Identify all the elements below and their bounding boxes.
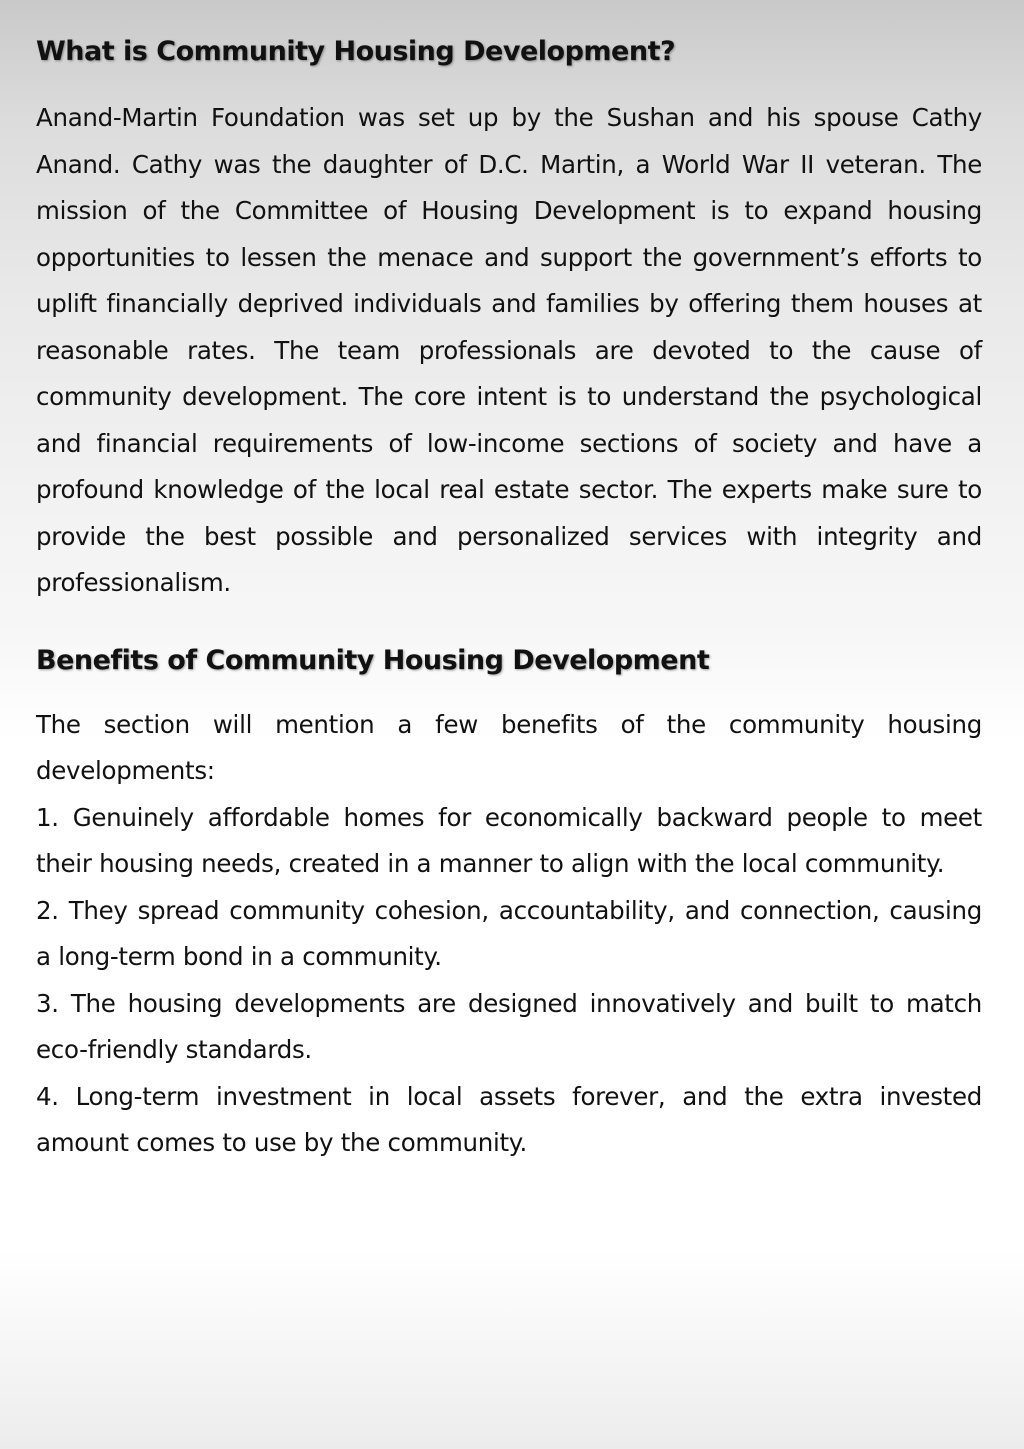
section-paragraph-about: Anand-Martin Foundation was set up by the Sushan and his spouse Cathy Anand. Cathy was the daughter of D.C. Martin, a World War II veteran. The mission of the Committee of Housing Development is to expand housing opportunities to lessen the menace and support the government’s efforts to uplift financially deprived individuals and families by offering them houses at reasonable rates. The team professionals are devoted to the cause of community development. The core intent is to understand the psychological and financial requirements of low-income sections of society and have a profound knowledge of the local real estate sector. The experts make sure to provide the best possible and personalized services with integrity and professionalism. (36, 103, 982, 598)
benefit-item-4: 4. Long-term investment in local assets forever, and the extra invested amount comes to use by the community. (36, 1081, 982, 1158)
benefit-item-3: 3. The housing developments are designed innovatively and built to match eco-friendly standards. (36, 988, 982, 1065)
section-title-what-is: What is Community Housing Development? (36, 36, 676, 67)
benefits-intro: The section will mention a few benefits of the community housing developments: (36, 709, 982, 786)
benefit-item-1: 1. Genuinely affordable homes for economically backward people to meet their housing needs, created in a manner to align with the local community. (36, 802, 982, 879)
section-title-benefits: Benefits of Community Housing Development (36, 644, 710, 676)
benefit-item-2: 2. They spread community cohesion, accountability, and connection, causing a long-term bond in a community. (36, 895, 982, 972)
